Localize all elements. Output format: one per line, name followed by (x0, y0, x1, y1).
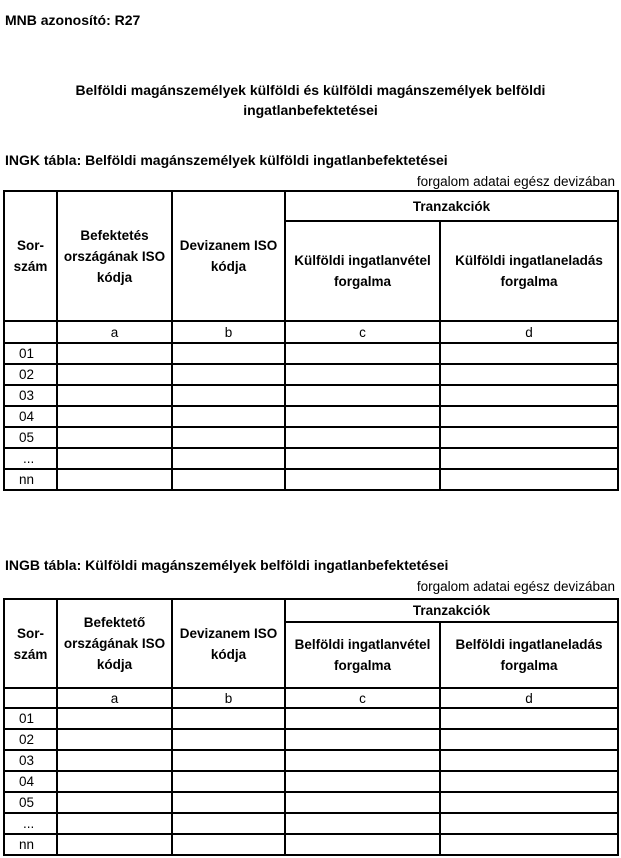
row-number: 01 (4, 343, 57, 364)
cell-d[interactable] (440, 385, 618, 406)
table2-header-row (4, 599, 618, 622)
table-row (4, 813, 618, 834)
table2-col-d-header: Belföldi ingatlaneladás forgalma (440, 622, 618, 688)
cell-b[interactable] (172, 469, 285, 490)
cell-a[interactable] (57, 343, 172, 364)
table2-sorszam-header: Sor-szám (4, 599, 57, 688)
cell-b[interactable] (172, 385, 285, 406)
cell-d[interactable] (440, 427, 618, 448)
cell-b[interactable] (172, 427, 285, 448)
cell-d[interactable] (440, 834, 618, 855)
table2-letter-row (4, 688, 618, 708)
table2-currency-header: Devizanem ISO kódja (172, 599, 285, 688)
document-title (0, 80, 621, 120)
table-row (4, 385, 618, 406)
cell-d[interactable] (440, 406, 618, 427)
table-row (4, 448, 618, 469)
cell-c[interactable] (285, 708, 440, 729)
cell-a[interactable] (57, 364, 172, 385)
cell-d[interactable] (440, 343, 618, 364)
row-number: 05 (4, 792, 57, 813)
cell-d[interactable] (440, 448, 618, 469)
table1-unit: forgalom adatai egész devizában (416, 174, 615, 189)
table-row (4, 792, 618, 813)
cell-a[interactable] (57, 729, 172, 750)
row-number: 03 (4, 385, 57, 406)
table2-col-c-header: Belföldi ingatlanvétel forgalma (285, 622, 440, 688)
cell-c[interactable] (285, 771, 440, 792)
table1-letter-c: c (285, 321, 440, 343)
cell-b[interactable] (172, 343, 285, 364)
row-number: ... (4, 448, 57, 469)
row-number: 02 (4, 364, 57, 385)
cell-d[interactable] (440, 469, 618, 490)
row-number: 04 (4, 406, 57, 427)
cell-a[interactable] (57, 834, 172, 855)
table1-tranzakciok-header: Tranzakciók (285, 191, 618, 221)
table2-letter-c: c (285, 688, 440, 708)
row-number: 04 (4, 771, 57, 792)
table-row (4, 708, 618, 729)
row-number: nn (4, 469, 57, 490)
table1-country-header: Befektetés országának ISO kódja (57, 191, 172, 321)
cell-c[interactable] (285, 792, 440, 813)
table1-letter-a: a (57, 321, 172, 343)
cell-d[interactable] (440, 771, 618, 792)
cell-b[interactable] (172, 834, 285, 855)
table-row (4, 729, 618, 750)
table2-letter-d: d (440, 688, 618, 708)
cell-c[interactable] (285, 469, 440, 490)
cell-b[interactable] (172, 448, 285, 469)
table1-currency-header: Devizanem ISO kódja (172, 191, 285, 321)
document-title-line1: Belföldi magánszemélyek külföldi és külföldi magánszemélyek belföldi (75, 82, 546, 98)
table1-letter-d: d (440, 321, 618, 343)
table-row (4, 364, 618, 385)
table1-letter-row (4, 321, 618, 343)
cell-c[interactable] (285, 385, 440, 406)
cell-a[interactable] (57, 708, 172, 729)
table1-letter-empty (4, 321, 57, 343)
cell-a[interactable] (57, 385, 172, 406)
table2-letter-b: b (172, 688, 285, 708)
cell-a[interactable] (57, 792, 172, 813)
cell-c[interactable] (285, 343, 440, 364)
cell-c[interactable] (285, 834, 440, 855)
row-number: ... (4, 813, 57, 834)
cell-b[interactable] (172, 813, 285, 834)
table2-country-header: Befektető országának ISO kódja (57, 599, 172, 688)
table1-sorszam-header: Sor-szám (4, 191, 57, 321)
cell-d[interactable] (440, 813, 618, 834)
cell-d[interactable] (440, 729, 618, 750)
table2-unit: forgalom adatai egész devizában (416, 579, 615, 594)
cell-a[interactable] (57, 448, 172, 469)
table2-letter-empty (4, 688, 57, 708)
mnb-identifier: MNB azonosító: R27 (5, 12, 141, 28)
cell-b[interactable] (172, 729, 285, 750)
table-row (4, 406, 618, 427)
cell-d[interactable] (440, 750, 618, 771)
table1-letter-b: b (172, 321, 285, 343)
table1-ingk (3, 190, 619, 491)
cell-d[interactable] (440, 364, 618, 385)
cell-b[interactable] (172, 771, 285, 792)
cell-b[interactable] (172, 406, 285, 427)
table-row (4, 834, 618, 855)
row-number: 05 (4, 427, 57, 448)
table2-name: INGB tábla: Külföldi magánszemélyek belföldi ingatlanbefektetései (5, 557, 449, 573)
cell-c[interactable] (285, 729, 440, 750)
cell-a[interactable] (57, 750, 172, 771)
table-row (4, 469, 618, 490)
cell-d[interactable] (440, 792, 618, 813)
row-number: 03 (4, 750, 57, 771)
table2-letter-a: a (57, 688, 172, 708)
cell-c[interactable] (285, 813, 440, 834)
row-number: nn (4, 834, 57, 855)
table2-ingb (3, 598, 619, 856)
row-number: 01 (4, 708, 57, 729)
cell-a[interactable] (57, 813, 172, 834)
document-title-line2: ingatlanbefektetései (243, 102, 378, 118)
cell-b[interactable] (172, 792, 285, 813)
cell-c[interactable] (285, 750, 440, 771)
table-row (4, 427, 618, 448)
cell-a[interactable] (57, 406, 172, 427)
table-row (4, 750, 618, 771)
table1-name: INGK tábla: Belföldi magánszemélyek külföldi ingatlanbefektetései (5, 152, 448, 168)
table1-col-d-header: Külföldi ingatlaneladás forgalma (440, 221, 618, 321)
table1-header-row (4, 191, 618, 221)
cell-b[interactable] (172, 364, 285, 385)
cell-b[interactable] (172, 708, 285, 729)
cell-a[interactable] (57, 469, 172, 490)
table-row (4, 771, 618, 792)
cell-b[interactable] (172, 750, 285, 771)
cell-c[interactable] (285, 364, 440, 385)
table2-tranzakciok-header: Tranzakciók (285, 599, 618, 622)
cell-c[interactable] (285, 427, 440, 448)
row-number: 02 (4, 729, 57, 750)
cell-c[interactable] (285, 406, 440, 427)
table1-col-c-header: Külföldi ingatlanvétel forgalma (285, 221, 440, 321)
cell-d[interactable] (440, 708, 618, 729)
table-row (4, 343, 618, 364)
cell-a[interactable] (57, 427, 172, 448)
cell-a[interactable] (57, 771, 172, 792)
cell-c[interactable] (285, 448, 440, 469)
